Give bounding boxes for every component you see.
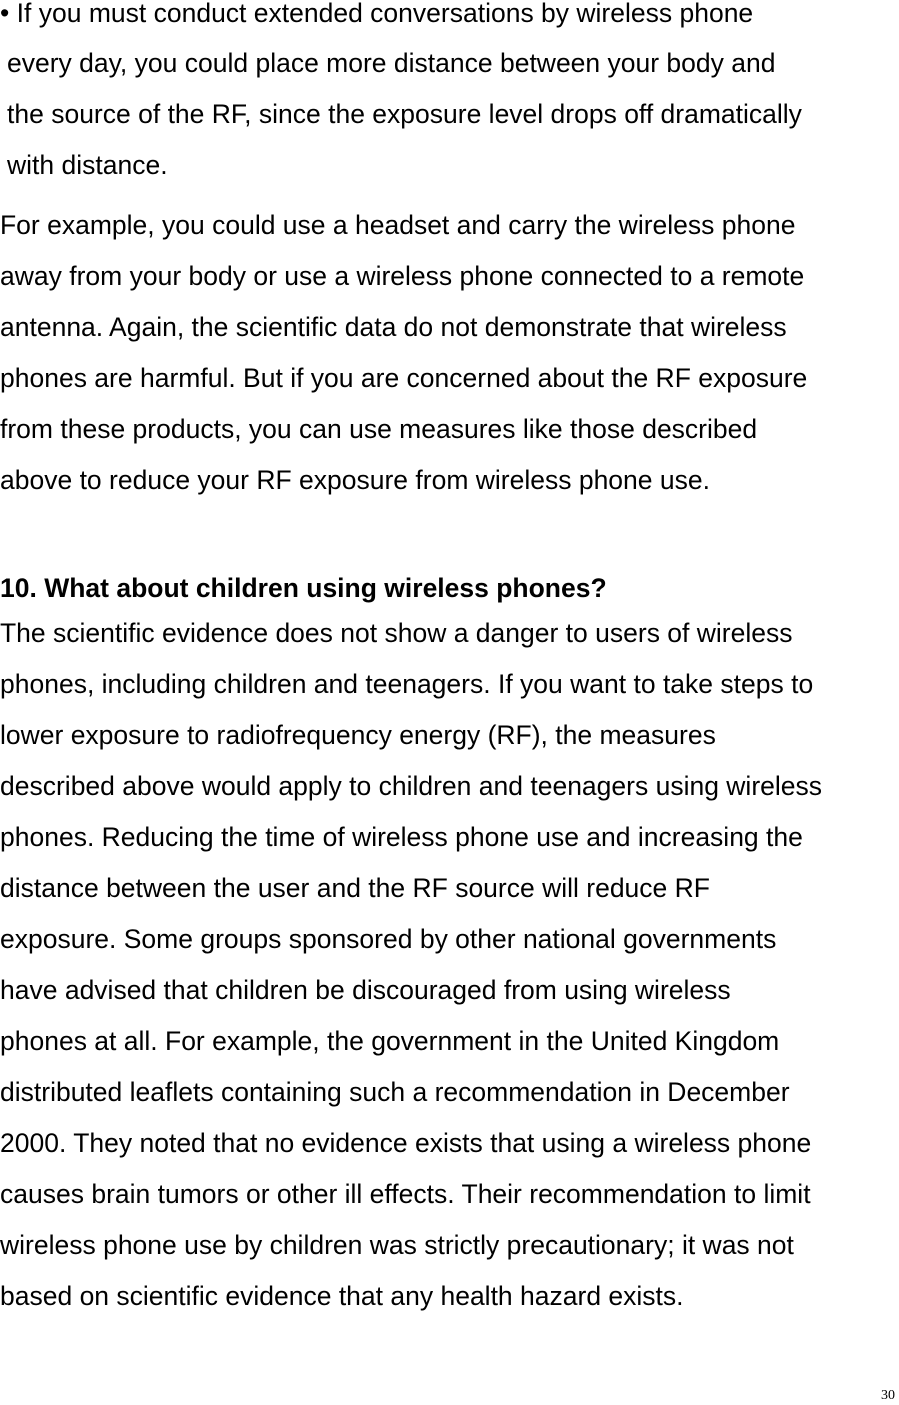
bullet-line-4: with distance. [7,150,168,180]
section-10-line-3: lower exposure to radiofrequency energy (RF), the measures [0,720,716,750]
section-10-line-4: described above would apply to children and teenagers using wireless [0,771,823,801]
example-line-1: For example, you could use a headset and carry the wireless phone [0,210,796,240]
section-10-line-12: causes brain tumors or other ill effects. Their recommendation to limit [0,1179,811,1209]
section-10-line-2: phones, including children and teenagers. If you want to take steps to [0,669,814,699]
section-10-line-7: exposure. Some groups sponsored by other national governments [0,924,777,954]
section-10-heading: 10. What about children using wireless phones? [0,573,607,603]
example-line-4: phones are harmful. But if you are concerned about the RF exposure [0,363,808,393]
bullet-line-1: • If you must conduct extended conversations by wireless phone [0,0,754,28]
section-10-line-9: phones at all. For example, the government in the United Kingdom [0,1026,780,1056]
example-line-3: antenna. Again, the scientific data do not demonstrate that wireless [0,312,787,342]
example-line-2: away from your body or use a wireless phone connected to a remote [0,261,805,291]
example-line-6: above to reduce your RF exposure from wireless phone use. [0,465,710,495]
section-10-line-5: phones. Reducing the time of wireless phone use and increasing the [0,822,803,852]
bullet-line-3: the source of the RF, since the exposure level drops off dramatically [7,99,802,129]
section-10-line-14: based on scientific evidence that any health hazard exists. [0,1281,684,1311]
section-10-line-6: distance between the user and the RF source will reduce RF [0,873,710,903]
bullet-line-2: every day, you could place more distance between your body and [7,48,776,78]
section-10-line-8: have advised that children be discouraged from using wireless [0,975,731,1005]
section-10-line-11: 2000. They noted that no evidence exists that using a wireless phone [0,1128,812,1158]
section-10-line-13: wireless phone use by children was strictly precautionary; it was not [0,1230,794,1260]
example-line-5: from these products, you can use measures like those described [0,414,758,444]
section-10-line-1: The scientific evidence does not show a danger to users of wireless [0,618,793,648]
section-10-line-10: distributed leaflets containing such a recommendation in December [0,1077,790,1107]
page-number: 30 [881,1388,895,1403]
